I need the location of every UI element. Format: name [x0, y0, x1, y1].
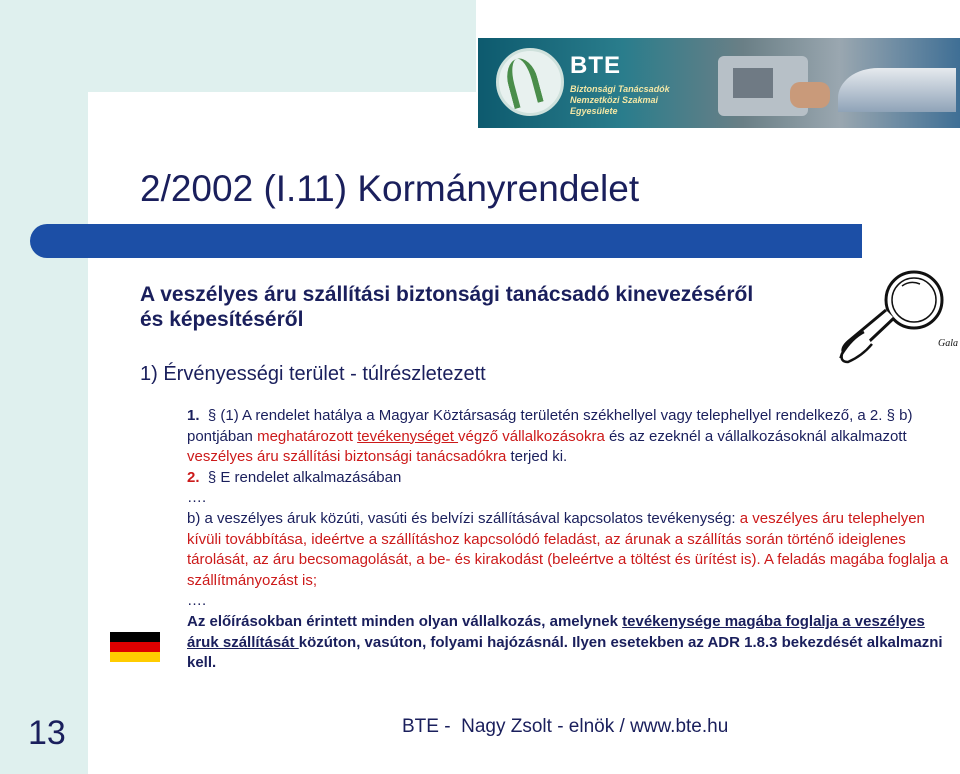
section-sign-icon: § — [207, 468, 217, 486]
truck-cab-image — [733, 68, 773, 98]
section-sign-icon: § — [886, 407, 895, 424]
handshake-image — [790, 82, 830, 108]
subheading: A veszélyes áru szállítási biztonsági tanácsadó kinevezéséről és képesítéséről — [140, 283, 754, 331]
ellipsis-2: …. — [187, 592, 207, 610]
section-sign-icon: § — [207, 407, 217, 424]
paragraph-3: b) a veszélyes áruk közúti, vasúti és belvízi szállításával kapcsolatos tevékenység: a veszélyes áru telephelyen kívüli továbbítása, ideértve a szállításhoz kapcsolódó feladást, az árunak a szállítás során történő ideiglenes tárolását, az áru becsomagolását, a be- és kirakodást (beleértve a töltést és ürítést is). A feladás magába foglalja a szállítmányozást is; — [187, 509, 949, 589]
ellipsis-1: …. — [187, 489, 207, 507]
body-text — [187, 406, 957, 674]
banner-brand: BTE — [570, 52, 621, 79]
slide-number: 13 — [28, 714, 66, 752]
top-decor-band — [0, 0, 476, 92]
signature-text: Gala — [938, 338, 958, 349]
header-banner — [478, 38, 960, 128]
footer-text: BTE - Nagy Zsolt - elnök / www.bte.hu — [402, 716, 729, 737]
banner-subtitle: Biztonsági Tanácsadók Nemzetközi Szakmai Egyesülete — [570, 84, 670, 116]
section-heading: 1) Érvényességi terület - túlrészletezett — [140, 363, 486, 385]
train-image — [838, 68, 956, 112]
left-decor-bar — [0, 0, 88, 774]
paragraph-1: 1. § (1) A rendelet hatálya a Magyar Köztársaság területén székhellyel vagy telephellyel rendelkező, a 2. § b) pontjában meghatározott tevékenységet végző vállalkozásokra és az ezeknél a vállalkozásoknál alkalmazott veszélyes áru szállítási biztonsági tanácsadókra terjed ki. — [187, 407, 913, 466]
title-underline-bar — [30, 224, 862, 258]
german-flag-icon — [110, 632, 160, 662]
page-title: 2/2002 (I.11) Kormányrendelet — [140, 168, 640, 209]
paragraph-2: 2. § E rendelet alkalmazásában — [187, 468, 402, 486]
magnifier-icon — [818, 266, 960, 374]
paragraph-4: Az előírásokban érintett minden olyan vállalkozás, amelynek tevékenysége magába foglalja a veszélyes áruk szállítását közúton, vasúton, folyami hajózásnál. Ilyen esetekben az ADR 1.8.3 bekezdését alkalmazni kell. — [187, 612, 943, 672]
